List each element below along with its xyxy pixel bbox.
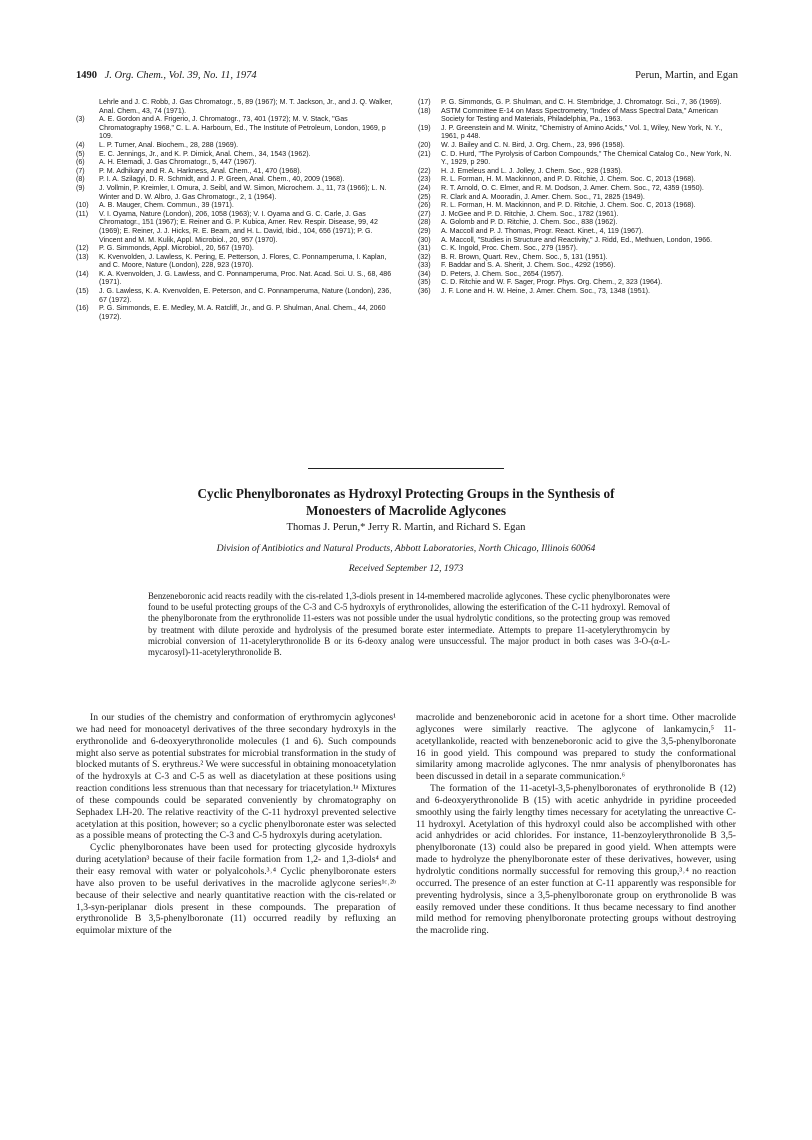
reference-number: (31) bbox=[418, 244, 431, 253]
references-right-column bbox=[418, 98, 736, 296]
reference-text: R. L. Forman, H. M. Mackinnon, and P. D. Ritchie, J. Chem. Soc. C, 2013 (1968). bbox=[441, 175, 696, 184]
received-date: Received September 12, 1973 bbox=[348, 563, 464, 574]
reference-text: P. G. Simmonds, G. P. Shulman, and C. H. Stembridge, J. Chromatogr. Sci., 7, 36 (1969). bbox=[441, 98, 722, 106]
reference-item bbox=[76, 253, 394, 270]
reference-number: (21) bbox=[418, 149, 431, 158]
reference-item bbox=[418, 287, 736, 296]
reference-number: (18) bbox=[418, 106, 431, 115]
running-authors: Perun, Martin, and Egan bbox=[635, 70, 738, 81]
reference-text: L. P. Turner, Anal. Biochem., 28, 288 (1969). bbox=[99, 140, 239, 149]
references-section bbox=[76, 98, 738, 441]
reference-number: (36) bbox=[418, 287, 431, 296]
reference-item bbox=[418, 278, 736, 287]
reference-item bbox=[418, 175, 736, 184]
reference-item bbox=[76, 175, 394, 184]
reference-text: Lehrle and J. C. Robb, J. Gas Chromatogr., 5, 89 (1967); M. T. Jackson, Jr., and J. Q. Walker, Anal. Chem., 43, 74 (1971). bbox=[99, 98, 393, 115]
reference-number: (14) bbox=[76, 269, 89, 278]
body-paragraph: macrolide and benzeneboronic acid in acetone for a short time. Other macrolide aglycones were similarly reactive. The aglycone of lankamycin,⁵ 11-acetyllankolide, reacted with benzeneboronic acid to give the 3,5-phenylboronate 16 in good yield. This compound was prepared to study the conformational similarity among macrolide aglycones. The nmr analysis of phenylboronates has been discussed in detail in a separate communication.⁶ bbox=[416, 712, 736, 783]
reference-text: K. A. Kvenvolden, J. G. Lawless, and C. Ponnamperuma, Proc. Nat. Acad. Sci. U. S., 68, 486 (1971). bbox=[99, 269, 392, 287]
reference-number: (6) bbox=[76, 158, 85, 167]
reference-text: C. D. Hurd, "The Pyrolysis of Carbon Compounds," The Chemical Catalog Co., New York, N. Y., 1929, p 290. bbox=[441, 149, 732, 167]
reference-item bbox=[76, 98, 394, 115]
reference-text: R. Clark and A. Mooradin, J. Amer. Chem. Soc., 71, 2825 (1949). bbox=[441, 192, 645, 201]
title-line: Cyclic Phenylboronates as Hydroxyl Protecting Groups in the Synthesis of bbox=[197, 486, 615, 501]
reference-item bbox=[418, 107, 736, 124]
reference-item bbox=[76, 304, 394, 321]
reference-text: J. McGee and P. D. Ritchie, J. Chem. Soc., 1782 (1961). bbox=[441, 209, 619, 218]
reference-number: (8) bbox=[76, 175, 85, 184]
reference-number: (11) bbox=[76, 209, 89, 218]
page-number: 1490 bbox=[76, 70, 97, 81]
article-authors: Thomas J. Perun,* Jerry R. Martin, and Richard S. Egan bbox=[286, 522, 526, 533]
reference-item bbox=[76, 244, 394, 253]
reference-number: (20) bbox=[418, 140, 431, 149]
reference-number: (22) bbox=[418, 166, 431, 175]
reference-text: A. B. Mauger, Chem. Commun., 39 (1971). bbox=[99, 201, 234, 210]
body-left-column bbox=[76, 712, 396, 937]
reference-number: (16) bbox=[76, 304, 89, 313]
reference-number: (33) bbox=[418, 261, 431, 270]
reference-number: (13) bbox=[76, 252, 89, 261]
reference-text: R. T. Arnold, O. C. Elmer, and R. M. Dodson, J. Amer. Chem. Soc., 72, 4359 (1950). bbox=[441, 183, 704, 192]
reference-number: (35) bbox=[418, 278, 431, 287]
reference-item bbox=[418, 184, 736, 193]
reference-number: (34) bbox=[418, 269, 431, 278]
page-header bbox=[76, 70, 738, 86]
article-title bbox=[96, 485, 716, 519]
reference-item bbox=[418, 210, 736, 219]
reference-text: P. G. Simmonds, E. E. Medley, M. A. Ratcliff, Jr., and G. P. Shulman, Anal. Chem., 44, 2060 (1972). bbox=[99, 304, 386, 321]
reference-number: (12) bbox=[76, 244, 89, 253]
reference-item bbox=[76, 115, 394, 141]
reference-item bbox=[418, 227, 736, 236]
reference-number: (30) bbox=[418, 235, 431, 244]
reference-text: W. J. Bailey and C. N. Bird, J. Org. Chem., 23, 996 (1958). bbox=[441, 140, 625, 149]
reference-number: (19) bbox=[418, 123, 431, 132]
reference-text: J. P. Greenstein and M. Winitz, "Chemistry of Amino Acids," Vol. 1, Wiley, New York, N. Y., 1961, p 448. bbox=[441, 123, 723, 141]
reference-number: (29) bbox=[418, 226, 431, 235]
reference-item bbox=[76, 201, 394, 210]
reference-number: (10) bbox=[76, 201, 89, 210]
reference-text: V. I. Oyama, Nature (London), 206, 1058 (1963); V. I. Oyama and G. C. Carle, J. Gas Chromatogr., 151 (1967); E. Reiner and G. P. Kubica, Amer. Rev. Respir. Disease, 99, 42 (1969); E. Reiner, J. J. Hicks, R. E. Beam, and H. L. David, Ibid., 104, 656 (1971); P. G. Vincent and M. M. Kulik, Appl. Microbiol., 20, 957 (1970). bbox=[99, 209, 378, 244]
reference-text: E. C. Jennings, Jr., and K. P. Dimick, Anal. Chem., 34, 1543 (1962). bbox=[99, 149, 311, 158]
reference-number: (9) bbox=[76, 183, 85, 192]
reference-number: (32) bbox=[418, 252, 431, 261]
reference-number: (17) bbox=[418, 98, 431, 106]
reference-item bbox=[418, 124, 736, 141]
reference-number: (3) bbox=[76, 115, 85, 124]
reference-item bbox=[418, 236, 736, 245]
reference-item bbox=[418, 150, 736, 167]
reference-text: J. G. Lawless, K. A. Kvenvolden, E. Peterson, and C. Ponnamperuma, Nature (London), 236, 67 (1972). bbox=[99, 287, 392, 304]
reference-text: J. F. Lone and H. W. Heine, J. Amer. Chem. Soc., 73, 1348 (1951). bbox=[441, 287, 650, 296]
reference-item bbox=[418, 270, 736, 279]
reference-text: A. Golomb and P. D. Ritchie, J. Chem. Soc., 838 (1962). bbox=[441, 218, 618, 227]
reference-text: H. J. Emeleus and L. J. Jolley, J. Chem. Soc., 928 (1935). bbox=[441, 166, 623, 175]
reference-number: (24) bbox=[418, 183, 431, 192]
title-line: Monoesters of Macrolide Aglycones bbox=[305, 503, 507, 518]
reference-item bbox=[418, 167, 736, 176]
body-right-column bbox=[416, 712, 736, 937]
reference-text: K. Kvenvolden, J. Lawless, K. Pering, E. Petterson, J. Flores, C. Ponnamperuma, I. Kaplan, and C. Moore, Nature (London), 228, 923 (1970). bbox=[99, 252, 387, 270]
reference-item bbox=[76, 167, 394, 176]
reference-item bbox=[76, 141, 394, 150]
reference-item bbox=[418, 218, 736, 227]
reference-item bbox=[76, 270, 394, 287]
reference-text: P. I. A. Szilagyi, D. R. Schmidt, and J. P. Green, Anal. Chem., 40, 2009 (1968). bbox=[99, 175, 345, 184]
body-paragraph: Cyclic phenylboronates have been used for protecting glycoside hydroxyls during acetylation³ because of their facile formation from 1,2- and 1,3-diols⁴ and their easy removal with water or polyalcohols.³˒⁴ Cyclic phenylboronate esters have also proven to be useful derivatives in the macrolide aglycone series¹ᶜ˒²ᵇ because of their selective and nearly quantitative reaction with the cis-related or 1,3-syn-periplanar diols present in these compounds. The preparation of erythronolide B 3,5-phenylboronate (11) occurred readily by refluxing an equimolar mixture of the bbox=[76, 842, 396, 937]
reference-text: A. H. Etemadi, J. Gas Chromatogr., 5, 447 (1967). bbox=[99, 158, 257, 167]
reference-item bbox=[418, 193, 736, 202]
reference-text: A. E. Gordon and A. Frigerio, J. Chromatogr., 73, 401 (1972); M. V. Stack, "Gas Chromatography 1968," C. L. A. Harbourn, Ed., The Institute of Petroleum, London, 1969, p 109. bbox=[99, 115, 386, 141]
reference-number: (26) bbox=[418, 201, 431, 210]
reference-number: (23) bbox=[418, 175, 431, 184]
reference-text: C. D. Ritchie and W. F. Sager, Progr. Phys. Org. Chem., 2, 323 (1964). bbox=[441, 278, 663, 287]
reference-item bbox=[76, 150, 394, 159]
reference-text: A. Maccoll, "Studies in Structure and Reactivity," J. Ridd, Ed., Methuen, London, 1966. bbox=[441, 235, 713, 244]
reference-number: (25) bbox=[418, 192, 431, 201]
reference-item bbox=[76, 158, 394, 167]
body-paragraph: The formation of the 11-acetyl-3,5-phenylboronates of erythronolide B (12) and 6-deoxyerythronolide B (15) with acetic anhydride in pyridine proceeded smoothly using the fairly lengthy times necessary for acetylating the unreactive C-11 hydroxyl. Acetylation of this hydroxyl could also be accomplished with other acid anhydrides or acid chlorides. For instance, 11-benzoylerythronolide B 3,5-phenylboronate (13) could also be prepared in good yield. When attempts were made to hydrolyze the phenylboronate ester of these derivatives, however, using hydrolytic conditions normally successful for removing this group,³˒⁴ no reaction occurred. The presence of an ester function at C-11 apparently was responsible for preventing hydrolysis, since a 3,5-phenylboronate group on erythronolide B was easily removed under these conditions. It thus became necessary to find another mild method for removing phenylboronate protecting groups without destroying the macrolide ring. bbox=[416, 783, 736, 937]
reference-text: A. Maccoll and P. J. Thomas, Progr. React. Kinet., 4, 119 (1967). bbox=[441, 226, 644, 235]
reference-text: R. L. Forman, H. M. Mackinnon, and P. D. Ritchie, J. Chem. Soc. C, 2013 (1968). bbox=[441, 201, 696, 210]
reference-number: (5) bbox=[76, 149, 85, 158]
reference-text: P. G. Simmonds, Appl. Microbiol., 20, 567 (1970). bbox=[99, 244, 254, 253]
reference-item bbox=[418, 253, 736, 262]
reference-number: (15) bbox=[76, 287, 89, 296]
reference-item bbox=[418, 141, 736, 150]
reference-item bbox=[418, 261, 736, 270]
reference-number: (4) bbox=[76, 140, 85, 149]
reference-text: J. Vollmin, P. Kreimler, I. Omura, J. Seibl, and W. Simon, Microchem. J., 11, 73 (1966); L. N. Winter and D. W. Albro, J. Gas Chromatogr., 2, 1 (1964). bbox=[99, 183, 387, 201]
reference-item bbox=[76, 184, 394, 201]
reference-number: (27) bbox=[418, 209, 431, 218]
reference-text: D. Peters, J. Chem. Soc., 2654 (1957). bbox=[441, 269, 564, 278]
author-affiliation: Division of Antibiotics and Natural Products, Abbott Laboratories, North Chicago, Illinois 60064 bbox=[216, 543, 596, 554]
reference-item bbox=[418, 98, 736, 107]
references-left-column bbox=[76, 98, 394, 321]
reference-item bbox=[418, 244, 736, 253]
reference-item bbox=[418, 201, 736, 210]
reference-text: ASTM Committee E-14 on Mass Spectrometry, "Index of Mass Spectral Data," American Society for Testing and Materials, Philadelphia, Pa., 1963. bbox=[441, 106, 718, 124]
reference-item bbox=[76, 287, 394, 304]
body-paragraph: In our studies of the chemistry and conformation of erythromycin aglycones¹ we had need for monoacetyl derivatives of the three secondary hydroxyls in the erythronolide and 6-deoxyerythronolide molecules (1 and 6). Such compounds might also serve as potential substrates for microbial transformation in the study of blocked mutants of S. erythreus.² We were successful in obtaining monoacetylation of the hydroxyls at C-3 and C-5 as well as diacetylation at these positions using reaction conditions less strenuous than that necessary for triacetylation.¹ᵃ Mixtures of these compounds could be separated conveniently by chromatography on Sephadex LH-20. The relative reactivity of the C-11 hydroxyl prevented selective acetylation at this position, however; so a cyclic phenylboronate ester was selected as a possible means of protecting the C-3 and C-5 hydroxyls during acetylation. bbox=[76, 712, 396, 842]
reference-text: B. R. Brown, Quart. Rev., Chem. Soc., 5, 131 (1951). bbox=[441, 252, 608, 261]
reference-number: (7) bbox=[76, 166, 85, 175]
reference-text: C. K. Ingold, Proc. Chem. Soc., 279 (1957). bbox=[441, 244, 578, 253]
reference-item bbox=[76, 210, 394, 244]
reference-number: (28) bbox=[418, 218, 431, 227]
journal-citation: J. Org. Chem., Vol. 39, No. 11, 1974 bbox=[104, 70, 257, 81]
section-divider bbox=[308, 468, 504, 469]
reference-text: F. Baddar and S. A. Sherit, J. Chem. Soc., 4292 (1956). bbox=[441, 261, 616, 270]
abstract: Benzeneboronic acid reacts readily with the cis-related 1,3-diols present in 14-membered macrolide aglycones. These cyclic phenylboronates were found to be useful protecting groups of the C-3 and C-5 hydroxyls of erythronolides, allowing the esterification of the C-11 hydroxyl. Removal of the phenylboronate from the erythronolide 11-esters was not possible under the usual hydrolytic conditions, so the protecting group was removed by treatment with dilute peroxide and hydrolysis of the presumed borate ester intermediate. Attempts to prepare 11-acetylerythromycin by microbial conversion of 11-acetylerythronolide B or its 6-deoxy analog were unsuccessful. The major product in both cases was 3-O-(α-L-mycarosyl)-11-acetylerythronolide B. bbox=[148, 591, 670, 658]
reference-text: P. M. Adhikary and R. A. Harkness, Anal. Chem., 41, 470 (1968). bbox=[99, 166, 302, 175]
